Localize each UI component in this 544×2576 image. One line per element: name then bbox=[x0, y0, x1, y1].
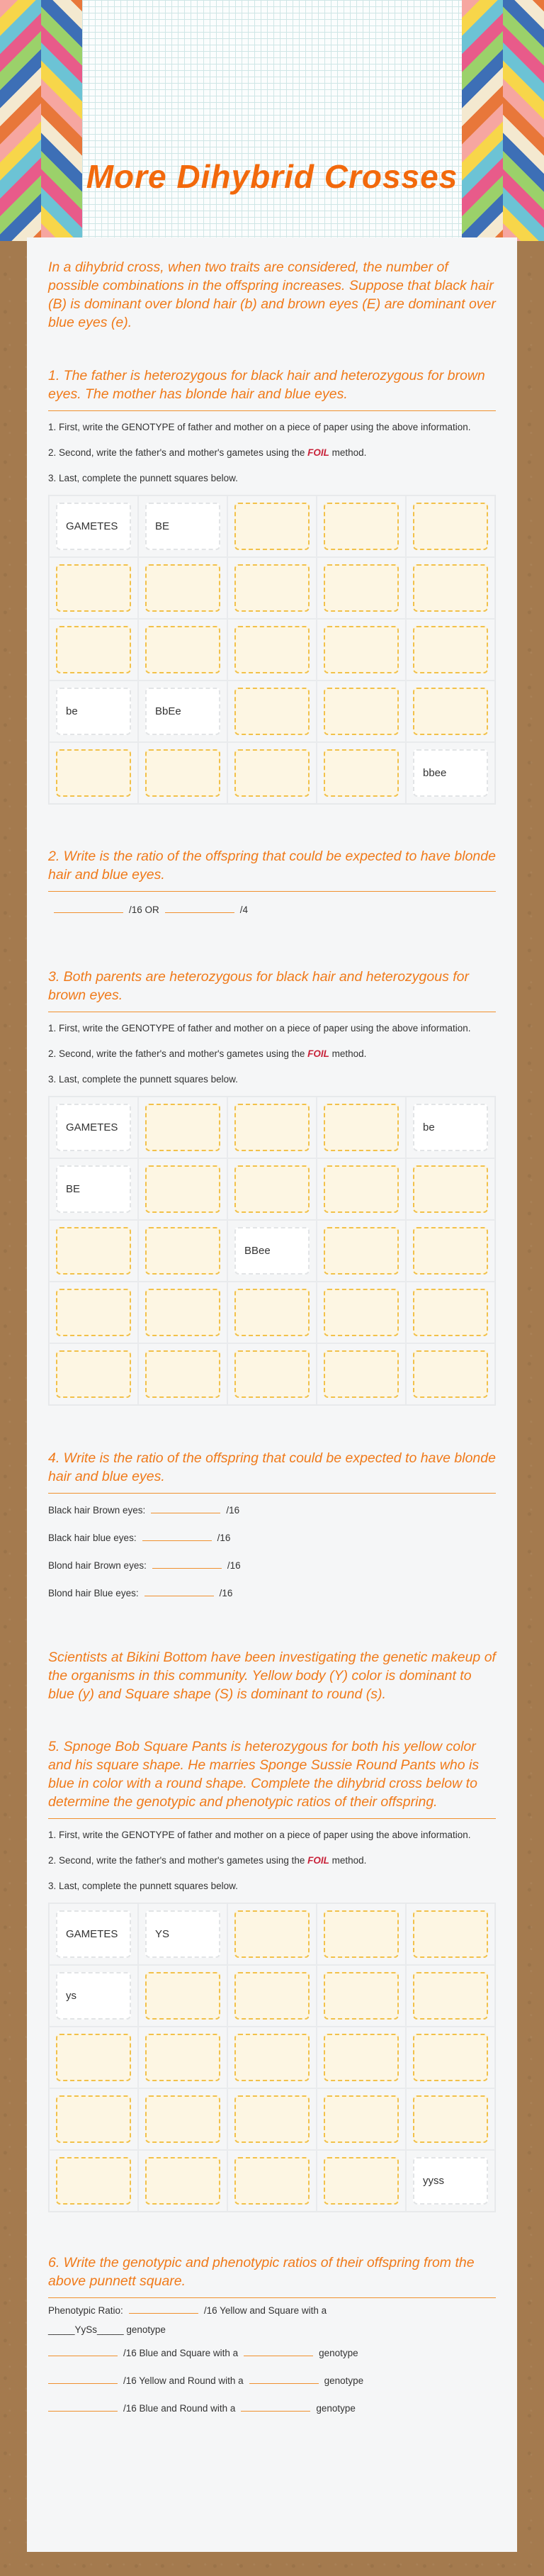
punnett-label: bbee bbox=[413, 749, 488, 797]
punnett-cell bbox=[406, 2088, 495, 2150]
answer-text: /16 Yellow and Square with a bbox=[203, 2305, 327, 2316]
instruction-text: method. bbox=[329, 1855, 367, 1866]
punnett-cell bbox=[227, 1158, 317, 1220]
punnett-input[interactable] bbox=[324, 2034, 399, 2081]
punnett-cell bbox=[227, 557, 317, 619]
answer-text: genotype bbox=[319, 2348, 358, 2358]
punnett-cell bbox=[49, 1097, 138, 1158]
punnett-cell bbox=[317, 2150, 406, 2212]
answer-row bbox=[48, 1524, 496, 1552]
answer-row bbox=[48, 1552, 496, 1579]
punnett-label: BE bbox=[145, 503, 220, 550]
punnett-cell bbox=[406, 1158, 495, 1220]
answer-text: /16 Yellow and Round with a bbox=[123, 2375, 244, 2386]
scientists-text: Scientists at Bikini Bottom have been investigating the genetic makeup of the organisms in this community. Yellow body (Y) color is dominant to blue (y) and Square shape (S) is dominant to round (s). bbox=[48, 1650, 496, 1702]
punnett-input[interactable] bbox=[56, 1289, 131, 1336]
punnett-cell bbox=[49, 557, 138, 619]
punnett-cell bbox=[138, 681, 227, 742]
punnett-input[interactable] bbox=[234, 1972, 310, 2020]
punnett-cell bbox=[317, 495, 406, 557]
answer-suffix: /4 bbox=[239, 905, 249, 915]
punnett-cell bbox=[406, 2150, 495, 2212]
punnett-input[interactable] bbox=[145, 1972, 220, 2020]
punnett-input[interactable] bbox=[413, 1227, 488, 1275]
punnett-cell bbox=[406, 1220, 495, 1282]
question-6-more-answers bbox=[48, 2339, 496, 2422]
question-2-answer bbox=[48, 896, 496, 924]
punnett-cell bbox=[49, 1965, 138, 2027]
question-6-answers bbox=[48, 2301, 496, 2339]
punnett-cell bbox=[317, 2027, 406, 2088]
punnett-cell bbox=[227, 2088, 317, 2150]
instructions-3 bbox=[48, 1019, 496, 1088]
punnett-square-2 bbox=[48, 1096, 496, 1406]
punnett-cell bbox=[227, 619, 317, 681]
punnett-input[interactable] bbox=[324, 1104, 399, 1151]
answer-blank[interactable] bbox=[48, 2402, 118, 2412]
punnett-input[interactable] bbox=[324, 564, 399, 612]
punnett-input[interactable] bbox=[234, 1289, 310, 1336]
punnett-cell bbox=[138, 1158, 227, 1220]
punnett-cell bbox=[406, 2027, 495, 2088]
instruction-step-1: 1. First, write the GENOTYPE of father and mother on a piece of paper using the above information. bbox=[48, 1023, 471, 1034]
punnett-square-3 bbox=[48, 1903, 496, 2212]
punnett-cell bbox=[227, 495, 317, 557]
punnett-input[interactable] bbox=[145, 2034, 220, 2081]
instruction-step-3: 3. Last, complete the punnett squares below. bbox=[48, 1881, 238, 1891]
answer-blank[interactable] bbox=[129, 2304, 198, 2314]
punnett-label: GAMETES bbox=[56, 1104, 131, 1151]
instruction-step-1: 1. First, write the GENOTYPE of father and mother on a piece of paper using the above information. bbox=[48, 1830, 471, 1840]
punnett-input[interactable] bbox=[324, 1289, 399, 1336]
instruction-text: method. bbox=[329, 447, 367, 458]
page-title: More Dihybrid Crosses bbox=[86, 158, 458, 195]
punnett-input[interactable] bbox=[56, 2095, 131, 2143]
question-5: 5. Spnoge Bob Square Pants is heterozygous for both his yellow color and his square shape. He marries Sponge Sussie Round Pants who is blue in color with a round shape. Complete the dihybrid cross below to determine the genotypic and phenotypic ratios of their offspring. bbox=[48, 1737, 496, 1819]
chevron-decoration-right bbox=[462, 0, 544, 241]
punnett-label: yyss bbox=[413, 2157, 488, 2205]
punnett-cell bbox=[227, 681, 317, 742]
punnett-cell bbox=[227, 1282, 317, 1343]
punnett-cell bbox=[138, 1282, 227, 1343]
punnett-input[interactable] bbox=[324, 749, 399, 797]
punnett-input[interactable] bbox=[145, 564, 220, 612]
punnett-input[interactable] bbox=[56, 749, 131, 797]
punnett-cell bbox=[406, 1343, 495, 1405]
foil-label: FOIL bbox=[307, 1855, 329, 1866]
answer-label: Phenotypic Ratio: bbox=[48, 2305, 123, 2316]
punnett-cell bbox=[138, 1343, 227, 1405]
punnett-input[interactable] bbox=[324, 2095, 399, 2143]
punnett-cell bbox=[406, 1965, 495, 2027]
punnett-cell bbox=[317, 557, 406, 619]
punnett-cell bbox=[317, 1282, 406, 1343]
header-banner bbox=[0, 0, 544, 241]
instruction-text: 2. Second, write the father's and mother's gametes using the bbox=[48, 447, 308, 458]
punnett-label: be bbox=[413, 1104, 488, 1151]
punnett-cell bbox=[49, 681, 138, 742]
punnett-cell bbox=[49, 1282, 138, 1343]
punnett-cell bbox=[227, 1343, 317, 1405]
punnett-input[interactable] bbox=[234, 1350, 310, 1398]
instruction-step-3: 3. Last, complete the punnett squares below. bbox=[48, 473, 238, 483]
punnett-cell bbox=[317, 619, 406, 681]
punnett-cell bbox=[138, 1097, 227, 1158]
punnett-input[interactable] bbox=[413, 564, 488, 612]
punnett-input[interactable] bbox=[234, 564, 310, 612]
chevron-decoration-left bbox=[0, 0, 82, 241]
answer-row bbox=[48, 1579, 496, 1607]
question-4-answers bbox=[48, 1496, 496, 1607]
punnett-input[interactable] bbox=[56, 2034, 131, 2081]
answer-label: Blond hair Brown eyes: bbox=[48, 1560, 147, 1571]
answer-suffix: /16 bbox=[217, 1533, 231, 1543]
punnett-cell bbox=[406, 742, 495, 804]
punnett-input[interactable] bbox=[145, 626, 220, 673]
punnett-cell bbox=[406, 1097, 495, 1158]
punnett-input[interactable] bbox=[413, 2095, 488, 2143]
punnett-cell bbox=[138, 2150, 227, 2212]
punnett-cell bbox=[49, 495, 138, 557]
punnett-input[interactable] bbox=[234, 1165, 310, 1213]
punnett-label: BbEe bbox=[145, 688, 220, 735]
punnett-label: BBee bbox=[234, 1227, 310, 1275]
punnett-label: ys bbox=[56, 1972, 131, 2020]
punnett-cell bbox=[317, 1220, 406, 1282]
answer-blank[interactable] bbox=[54, 903, 123, 913]
answer-text: genotype bbox=[324, 2375, 364, 2386]
punnett-cell bbox=[317, 1965, 406, 2027]
punnett-cell bbox=[138, 619, 227, 681]
punnett-input[interactable] bbox=[324, 1972, 399, 2020]
punnett-cell bbox=[138, 1965, 227, 2027]
answer-text: /16 Blue and Square with a bbox=[123, 2348, 239, 2358]
punnett-input[interactable] bbox=[324, 2157, 399, 2205]
punnett-input[interactable] bbox=[324, 688, 399, 735]
instructions-1 bbox=[48, 418, 496, 487]
graph-paper bbox=[82, 0, 462, 241]
question-1: 1. The father is heterozygous for black hair and heterozygous for brown eyes. The mother has blonde hair and blue eyes. bbox=[48, 366, 496, 411]
punnett-input[interactable] bbox=[145, 2095, 220, 2143]
punnett-input[interactable] bbox=[145, 2157, 220, 2205]
punnett-input[interactable] bbox=[234, 503, 310, 550]
punnett-cell bbox=[138, 557, 227, 619]
worksheet-card bbox=[27, 237, 517, 2552]
answer-suffix: /16 bbox=[227, 1560, 241, 1571]
answer-suffix: /16 OR bbox=[129, 905, 159, 915]
punnett-cell bbox=[227, 2027, 317, 2088]
answer-row bbox=[48, 1496, 496, 1524]
punnett-cell bbox=[317, 742, 406, 804]
punnett-input[interactable] bbox=[56, 1227, 131, 1275]
punnett-input[interactable] bbox=[324, 626, 399, 673]
punnett-cell bbox=[227, 1965, 317, 2027]
punnett-input[interactable] bbox=[234, 1104, 310, 1151]
punnett-cell bbox=[49, 1220, 138, 1282]
punnett-input[interactable] bbox=[413, 1972, 488, 2020]
answer-row bbox=[48, 2367, 496, 2395]
punnett-cell bbox=[49, 2088, 138, 2150]
punnett-label: YS bbox=[145, 1910, 220, 1958]
instruction-step-2 bbox=[48, 1852, 496, 1869]
punnett-input[interactable] bbox=[413, 2034, 488, 2081]
instruction-text: 2. Second, write the father's and mother's gametes using the bbox=[48, 1855, 308, 1866]
instruction-step-3: 3. Last, complete the punnett squares below. bbox=[48, 1074, 238, 1085]
punnett-cell bbox=[406, 1903, 495, 1965]
punnett-cell bbox=[138, 2027, 227, 2088]
punnett-input[interactable] bbox=[413, 688, 488, 735]
intro-text: In a dihybrid cross, when two traits are considered, the number of possible combinations in the offspring increases. Suppose that black hair (B) is dominant over blond hair (b) and brown eyes (E) are dominant over blue eyes (e). bbox=[48, 259, 496, 330]
punnett-cell bbox=[138, 2088, 227, 2150]
punnett-input[interactable] bbox=[324, 1350, 399, 1398]
answer-row bbox=[48, 2339, 496, 2367]
answer-blank[interactable] bbox=[144, 1586, 214, 1596]
question-4: 4. Write is the ratio of the offspring that could be expected to have blonde hair and blue eyes. bbox=[48, 1449, 496, 1494]
punnett-input[interactable] bbox=[56, 564, 131, 612]
question-3: 3. Both parents are heterozygous for black hair and heterozygous for brown eyes. bbox=[48, 968, 496, 1012]
punnett-label: be bbox=[56, 688, 131, 735]
punnett-cell bbox=[317, 1097, 406, 1158]
punnett-cell bbox=[49, 1343, 138, 1405]
answer-label: Black hair Brown eyes: bbox=[48, 1505, 146, 1516]
punnett-cell bbox=[49, 2150, 138, 2212]
punnett-input[interactable] bbox=[413, 1165, 488, 1213]
instructions-5 bbox=[48, 1826, 496, 1895]
answer-suffix: /16 bbox=[219, 1588, 233, 1598]
punnett-input[interactable] bbox=[145, 1104, 220, 1151]
punnett-cell bbox=[317, 1903, 406, 1965]
answer-text: genotype bbox=[316, 2403, 356, 2414]
answer-blank[interactable] bbox=[241, 2402, 310, 2412]
instruction-text: 2. Second, write the father's and mother's gametes using the bbox=[48, 1048, 308, 1059]
foil-label: FOIL bbox=[307, 1048, 329, 1059]
punnett-input[interactable] bbox=[145, 1289, 220, 1336]
punnett-input[interactable] bbox=[56, 2157, 131, 2205]
punnett-cell bbox=[317, 681, 406, 742]
punnett-input[interactable] bbox=[324, 1165, 399, 1213]
punnett-input[interactable] bbox=[324, 503, 399, 550]
answer-blank[interactable] bbox=[142, 1531, 212, 1541]
instruction-step-2 bbox=[48, 1045, 496, 1063]
punnett-input[interactable] bbox=[413, 1289, 488, 1336]
punnett-cell bbox=[227, 2150, 317, 2212]
punnett-input[interactable] bbox=[145, 1227, 220, 1275]
answer-suffix: /16 bbox=[226, 1505, 240, 1516]
punnett-cell bbox=[406, 681, 495, 742]
punnett-label: GAMETES bbox=[56, 1910, 131, 1958]
punnett-input[interactable] bbox=[56, 626, 131, 673]
answer-blank[interactable] bbox=[152, 1559, 222, 1569]
punnett-input[interactable] bbox=[413, 626, 488, 673]
answer-row: _____YySs_____ genotype bbox=[48, 2324, 166, 2335]
punnett-input[interactable] bbox=[234, 626, 310, 673]
punnett-cell bbox=[49, 619, 138, 681]
punnett-cell bbox=[138, 1220, 227, 1282]
punnett-input[interactable] bbox=[234, 688, 310, 735]
answer-blank[interactable] bbox=[48, 2346, 118, 2356]
punnett-input[interactable] bbox=[324, 1227, 399, 1275]
answer-label: Blond hair Blue eyes: bbox=[48, 1588, 139, 1598]
punnett-cell bbox=[317, 2088, 406, 2150]
punnett-cell bbox=[227, 1097, 317, 1158]
punnett-input[interactable] bbox=[324, 1910, 399, 1958]
answer-label: Black hair blue eyes: bbox=[48, 1533, 137, 1543]
punnett-input[interactable] bbox=[234, 2034, 310, 2081]
punnett-input[interactable] bbox=[413, 1350, 488, 1398]
punnett-cell bbox=[49, 2027, 138, 2088]
punnett-cell bbox=[227, 742, 317, 804]
punnett-cell bbox=[406, 619, 495, 681]
punnett-cell bbox=[138, 495, 227, 557]
punnett-cell bbox=[49, 742, 138, 804]
punnett-cell bbox=[227, 1220, 317, 1282]
punnett-cell bbox=[138, 1903, 227, 1965]
punnett-input[interactable] bbox=[413, 503, 488, 550]
foil-label: FOIL bbox=[307, 447, 329, 458]
punnett-cell bbox=[227, 1903, 317, 1965]
answer-blank[interactable] bbox=[165, 903, 234, 913]
punnett-cell bbox=[406, 1282, 495, 1343]
question-6: 6. Write the genotypic and phenotypic ratios of their offspring from the above punnett square. bbox=[48, 2253, 496, 2298]
punnett-square-1 bbox=[48, 495, 496, 805]
punnett-cell bbox=[317, 1158, 406, 1220]
answer-blank[interactable] bbox=[151, 1503, 220, 1513]
question-2: 2. Write is the ratio of the offspring that could be expected to have blonde hair and blue eyes. bbox=[48, 847, 496, 892]
punnett-label: BE bbox=[56, 1165, 131, 1213]
punnett-cell bbox=[49, 1903, 138, 1965]
instruction-step-1: 1. First, write the GENOTYPE of father and mother on a piece of paper using the above information. bbox=[48, 422, 471, 432]
punnett-input[interactable] bbox=[234, 1910, 310, 1958]
punnett-input[interactable] bbox=[145, 1350, 220, 1398]
answer-blank[interactable] bbox=[48, 2374, 118, 2384]
punnett-input[interactable] bbox=[413, 1910, 488, 1958]
punnett-cell bbox=[406, 557, 495, 619]
punnett-label: GAMETES bbox=[56, 503, 131, 550]
punnett-input[interactable] bbox=[234, 2157, 310, 2205]
punnett-input[interactable] bbox=[234, 2095, 310, 2143]
punnett-input[interactable] bbox=[56, 1350, 131, 1398]
punnett-input[interactable] bbox=[145, 749, 220, 797]
punnett-cell bbox=[138, 742, 227, 804]
answer-row bbox=[48, 2395, 496, 2422]
punnett-cell bbox=[49, 1158, 138, 1220]
punnett-cell bbox=[317, 1343, 406, 1405]
punnett-input[interactable] bbox=[145, 1165, 220, 1213]
answer-text: /16 Blue and Round with a bbox=[123, 2403, 236, 2414]
answer-row bbox=[48, 2301, 496, 2320]
punnett-cell bbox=[406, 495, 495, 557]
answer-blank[interactable] bbox=[249, 2374, 319, 2384]
instruction-step-2 bbox=[48, 444, 496, 461]
answer-blank[interactable] bbox=[244, 2346, 313, 2356]
punnett-input[interactable] bbox=[234, 749, 310, 797]
instruction-text: method. bbox=[329, 1048, 367, 1059]
